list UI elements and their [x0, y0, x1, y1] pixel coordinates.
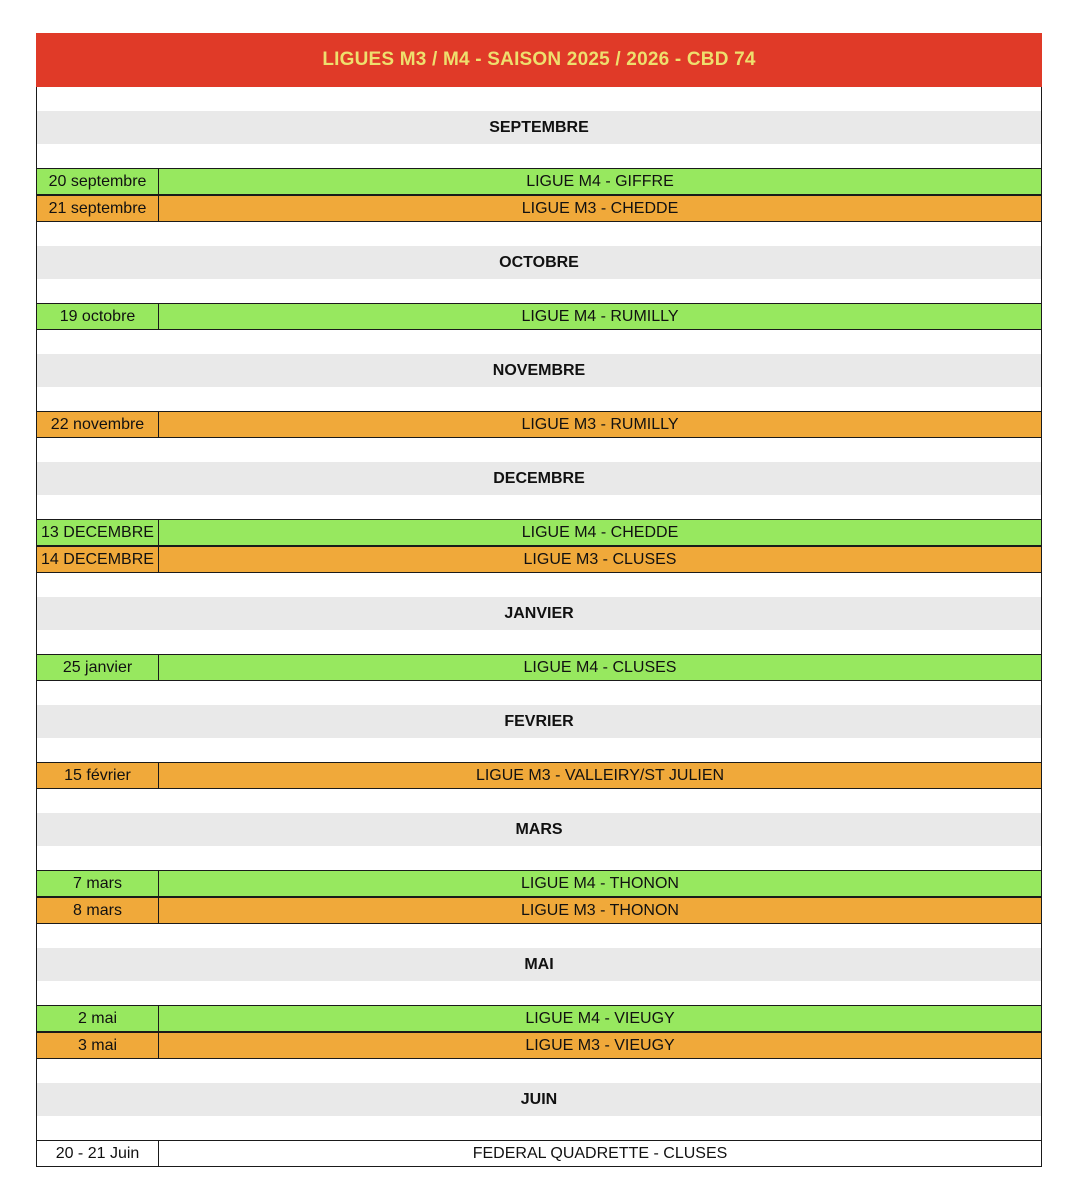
event-label-cell: FEDERAL QUADRETTE - CLUSES — [472, 1144, 728, 1162]
page-title: LIGUES M3 / M4 - SAISON 2025 / 2026 - CBD 74 — [322, 49, 756, 70]
spacer-row — [37, 846, 1041, 870]
month-band: DECEMBRE — [37, 462, 1041, 495]
month-band: MARS — [37, 813, 1041, 846]
event-label-cell: LIGUE M4 - RUMILLY — [521, 307, 679, 325]
month-band: OCTOBRE — [37, 246, 1041, 279]
event-label-cell: LIGUE M4 - GIFFRE — [526, 172, 674, 190]
schedule-body — [36, 87, 1042, 1167]
event-row — [37, 1032, 1041, 1059]
month-band: SEPTEMBRE — [37, 111, 1041, 144]
spacer-row — [37, 789, 1041, 813]
event-date-cell: 25 janvier — [37, 655, 159, 680]
event-row — [37, 1005, 1041, 1032]
event-row — [37, 519, 1041, 546]
event-row — [37, 168, 1041, 195]
event-row — [37, 762, 1041, 789]
spacer-row — [37, 924, 1041, 948]
spacer-row — [37, 87, 1041, 111]
event-date-cell: 13 DECEMBRE — [37, 520, 159, 545]
event-date-cell: 21 septembre — [37, 196, 159, 221]
event-label-cell: LIGUE M4 - VIEUGY — [525, 1009, 675, 1027]
month-band: JUIN — [37, 1083, 1041, 1116]
spacer-row — [37, 981, 1041, 1005]
event-date-cell: 7 mars — [37, 871, 159, 896]
spacer-row — [37, 438, 1041, 462]
spacer-row — [37, 573, 1041, 597]
event-label-cell: LIGUE M3 - RUMILLY — [521, 415, 679, 433]
event-row — [37, 411, 1041, 438]
month-band: MAI — [37, 948, 1041, 981]
event-row — [37, 654, 1041, 681]
event-date-cell: 8 mars — [37, 898, 159, 923]
event-date-cell: 20 - 21 Juin — [37, 1141, 159, 1166]
event-date-cell: 22 novembre — [37, 412, 159, 437]
spacer-row — [37, 144, 1041, 168]
month-band: NOVEMBRE — [37, 354, 1041, 387]
spacer-row — [37, 681, 1041, 705]
event-row — [37, 546, 1041, 573]
event-label-cell: LIGUE M3 - CLUSES — [523, 550, 677, 568]
spacer-row — [37, 387, 1041, 411]
event-date-cell: 19 octobre — [37, 304, 159, 329]
event-date-cell: 20 septembre — [37, 169, 159, 194]
spacer-row — [37, 222, 1041, 246]
event-row — [37, 870, 1041, 897]
schedule-table — [36, 33, 1042, 1167]
event-row — [37, 303, 1041, 330]
event-date-cell: 15 février — [37, 763, 159, 788]
spacer-row — [37, 495, 1041, 519]
spacer-row — [37, 1116, 1041, 1140]
event-label-cell: LIGUE M4 - THONON — [521, 874, 679, 892]
event-label-cell: LIGUE M3 - VALLEIRY/ST JULIEN — [475, 766, 725, 784]
event-label-cell: LIGUE M4 - CHEDDE — [521, 523, 679, 541]
event-label-cell: LIGUE M3 - THONON — [521, 901, 679, 919]
event-row — [37, 195, 1041, 222]
spacer-row — [37, 630, 1041, 654]
month-band: FEVRIER — [37, 705, 1041, 738]
event-date-cell: 14 DECEMBRE — [37, 547, 159, 572]
month-band: JANVIER — [37, 597, 1041, 630]
event-row — [37, 897, 1041, 924]
event-label-cell: LIGUE M3 - VIEUGY — [525, 1036, 675, 1054]
spacer-row — [37, 279, 1041, 303]
event-date-cell: 3 mai — [37, 1033, 159, 1058]
event-label-cell: LIGUE M3 - CHEDDE — [521, 199, 679, 217]
spacer-row — [37, 330, 1041, 354]
event-row — [37, 1140, 1041, 1167]
event-date-cell: 2 mai — [37, 1006, 159, 1031]
spacer-row — [37, 738, 1041, 762]
spacer-row — [37, 1059, 1041, 1083]
header-banner — [36, 33, 1042, 87]
event-label-cell: LIGUE M4 - CLUSES — [523, 658, 677, 676]
